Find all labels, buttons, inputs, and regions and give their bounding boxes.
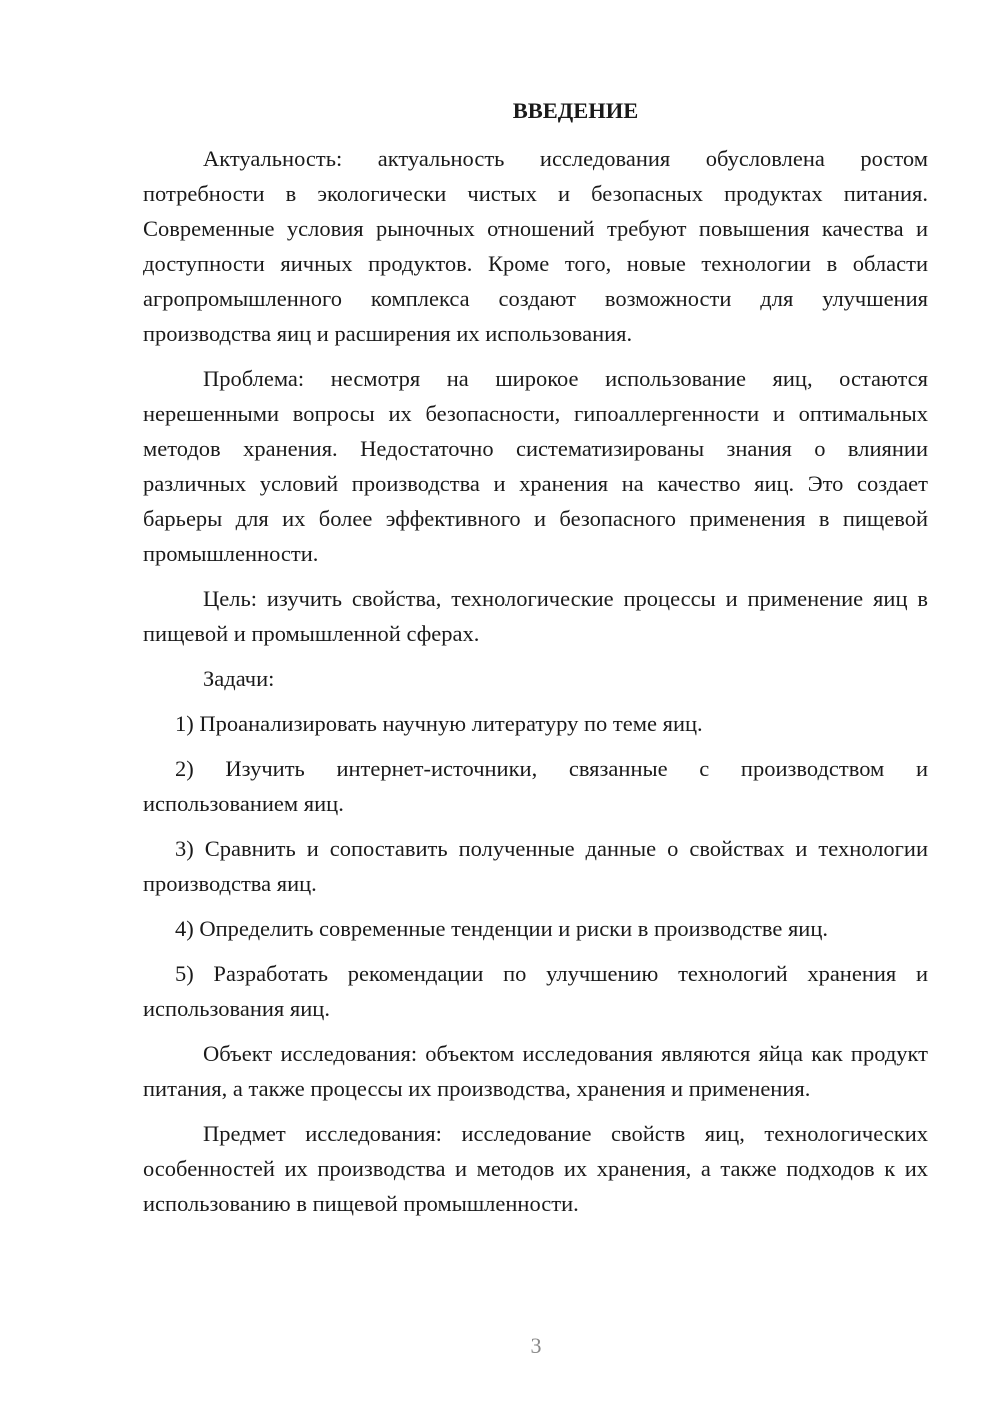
task-item-5: 5) Разработать рекомендации по улучшению технологий хранения и использования яиц. <box>143 961 928 1021</box>
task-item-2: 2) Изучить интернет-источники, связанные с производством и использованием яиц. <box>143 756 928 816</box>
tasks-label: Задачи: <box>203 666 275 691</box>
task-item-1: 1) Проанализировать научную литературу по теме яиц. <box>175 711 703 736</box>
research-subject-paragraph: Предмет исследования: исследование свойств яиц, технологических особенностей их производства и методов их хранения, а также подходов к их использованию в пищевой промышленности. <box>143 1121 928 1216</box>
task-item-4: 4) Определить современные тенденции и риски в производстве яиц. <box>175 916 828 941</box>
goal-paragraph: Цель: изучить свойства, технологические процессы и применение яиц в пищевой и промышленной сферах. <box>143 586 928 646</box>
relevance-paragraph: Актуальность: актуальность исследования обусловлена ростом потребности в экологически чистых и безопасных продуктах питания. Современные условия рыночных отношений требуют повышения качества и доступности яичных продуктов. Кроме того, новые технологии в области агропромышленного комплекса создают возможности для улучшения производства яиц и расширения их использования. <box>143 146 928 346</box>
research-object-paragraph: Объект исследования: объектом исследования являются яйца как продукт питания, а также процессы их производства, хранения и применения. <box>143 1041 928 1101</box>
document-body <box>143 93 928 1231</box>
problem-paragraph: Проблема: несмотря на широкое использование яиц, остаются нерешенными вопросы их безопасности, гипоаллергенности и оптимальных методов хранения. Недостаточно систематизированы знания о влиянии различных условий производства и хранения на качество яиц. Это создает барьеры для их более эффективного и безопасного применения в пищевой промышленности. <box>143 366 928 566</box>
task-item-3: 3) Сравнить и сопоставить полученные данные о свойствах и технологии производства яиц. <box>143 836 928 896</box>
page-number: 3 <box>530 1333 542 1358</box>
section-heading: ВВЕДЕНИЕ <box>512 98 639 123</box>
